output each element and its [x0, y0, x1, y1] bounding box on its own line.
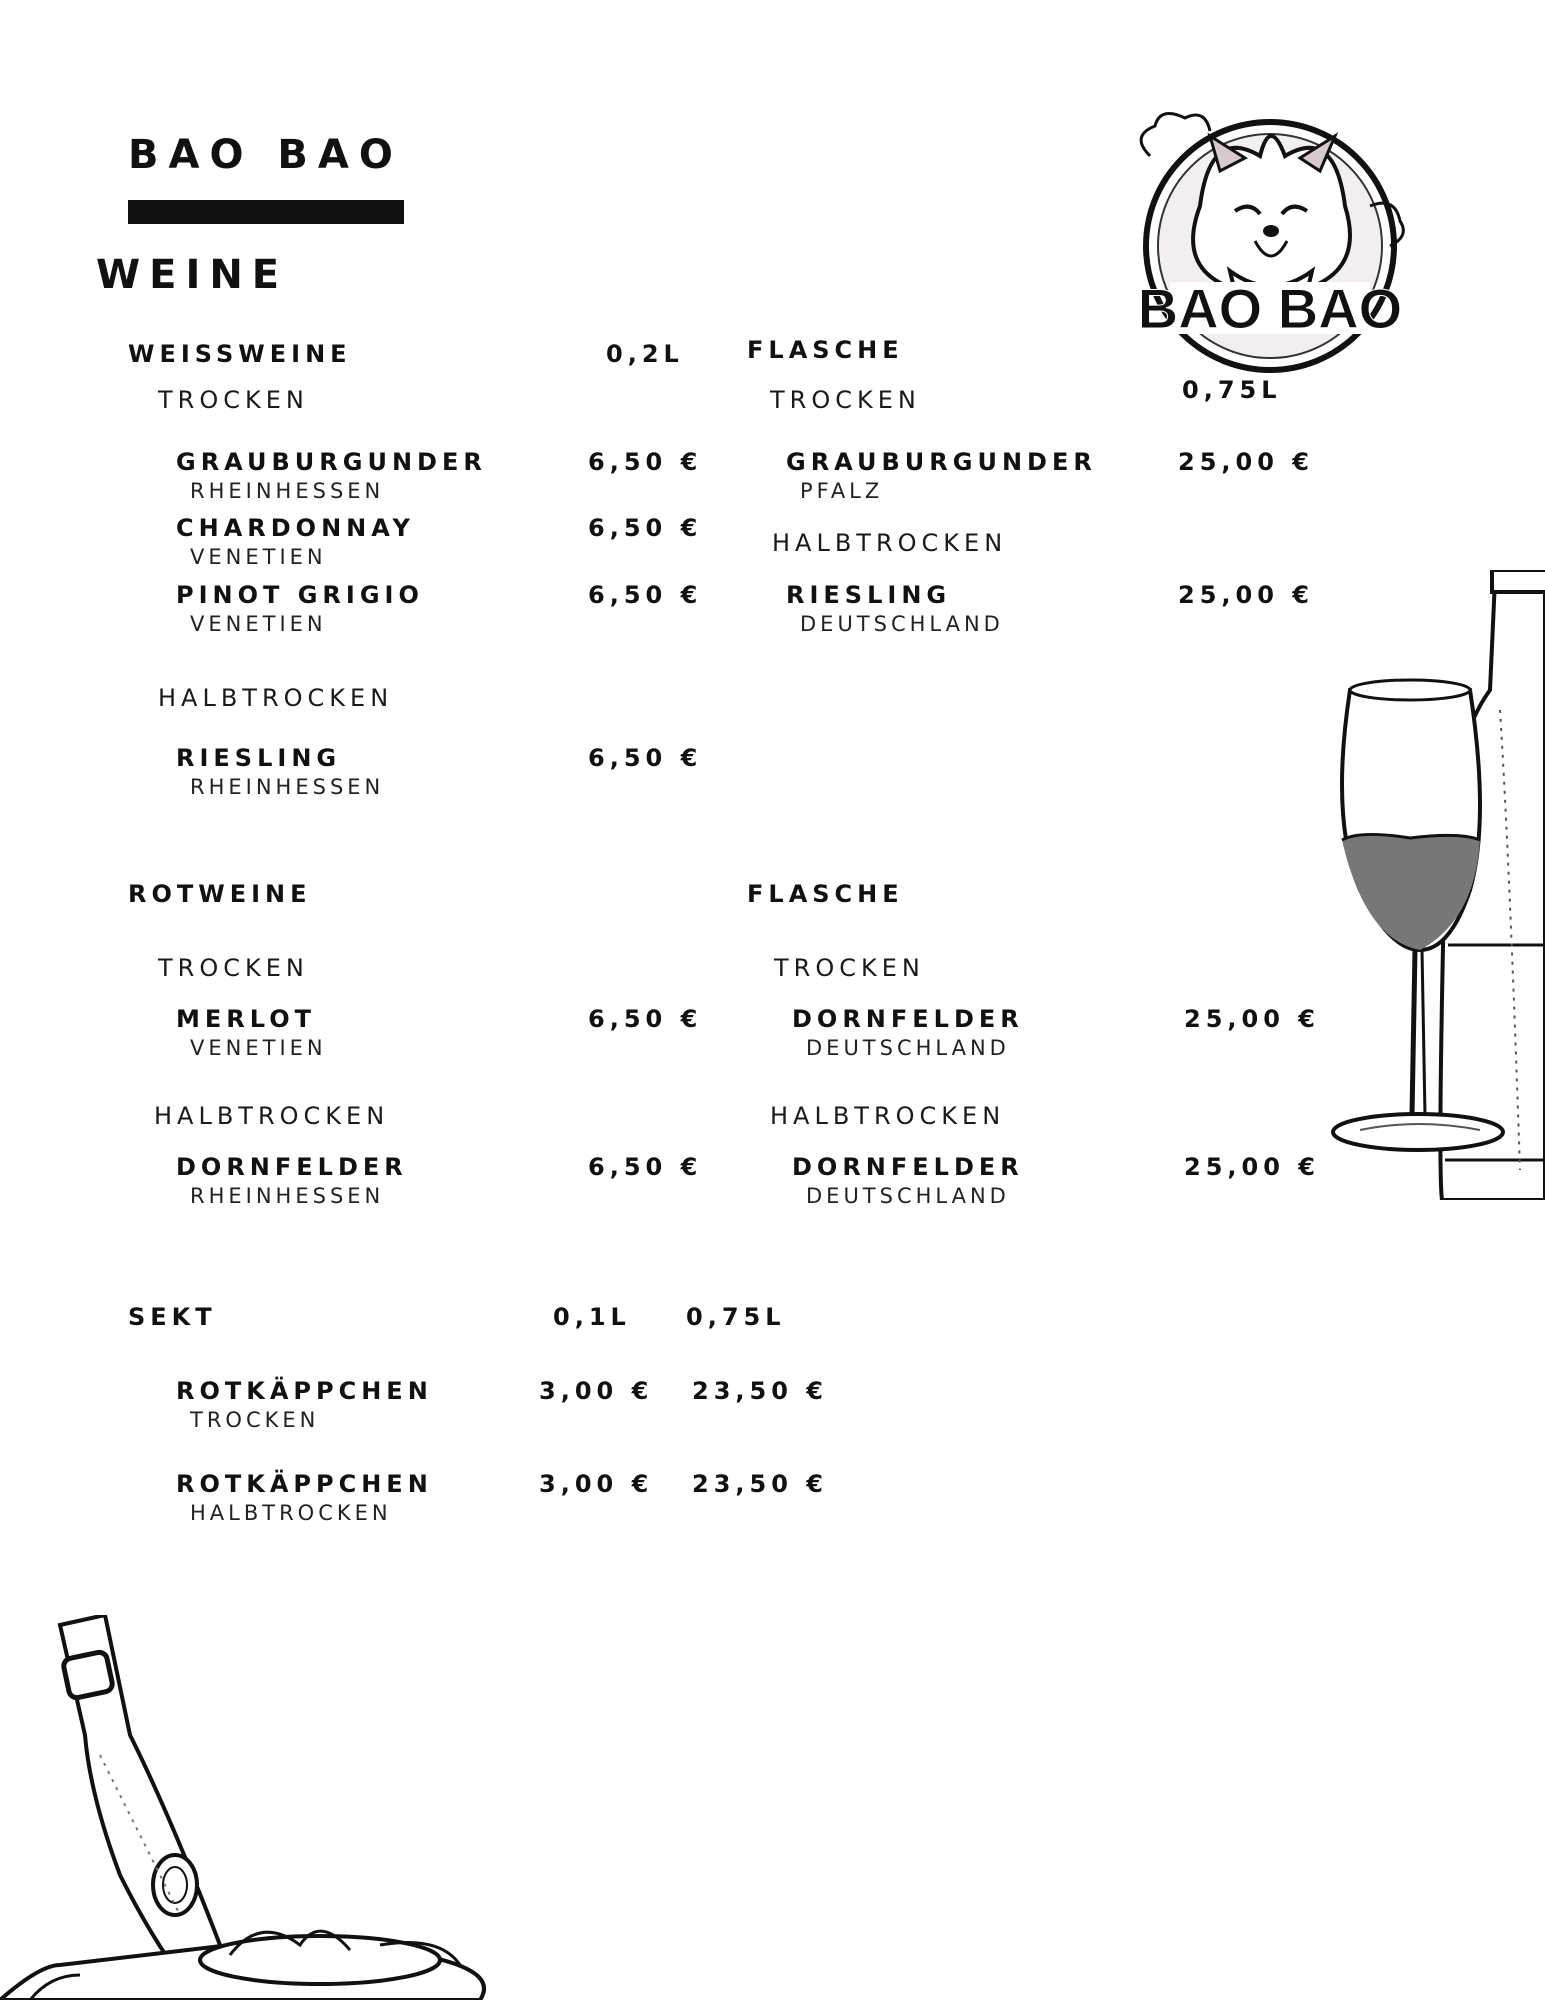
white-bottle-halbtrocken-label: HALBTROCKEN	[772, 529, 1008, 557]
red-bottle-halbtrocken-label: HALBTROCKEN	[770, 1102, 1006, 1130]
white-bottle-heading: FLASCHE	[747, 336, 904, 364]
wine-name: DORNFELDER	[792, 1005, 1024, 1033]
wine-region: RHEINHESSEN	[190, 775, 385, 799]
sekt-price-large: 23,50 €	[692, 1377, 828, 1405]
sekt-style: HALBTROCKEN	[190, 1501, 392, 1525]
brand-underline-bar	[128, 200, 404, 224]
wine-region: DEUTSCHLAND	[806, 1036, 1010, 1060]
brand-title: BAO BAO	[128, 132, 403, 178]
champagne-bucket-illustration	[0, 1615, 500, 2000]
wine-price: 25,00 €	[1178, 581, 1314, 609]
wine-region: VENETIEN	[190, 1036, 327, 1060]
wine-name: GRAUBURGUNDER	[176, 448, 487, 476]
wine-price: 25,00 €	[1178, 448, 1314, 476]
sekt-heading: SEKT	[128, 1303, 217, 1331]
wine-price: 6,50 €	[588, 744, 703, 772]
wine-name: GRAUBURGUNDER	[786, 448, 1097, 476]
wine-region: RHEINHESSEN	[190, 1184, 385, 1208]
red-bottle-heading: FLASCHE	[747, 880, 904, 908]
sekt-size-small: 0,1L	[553, 1303, 631, 1331]
red-halbtrocken-label: HALBTROCKEN	[154, 1102, 390, 1130]
wine-name: MERLOT	[176, 1005, 316, 1033]
wine-glass-and-bottle-illustration	[1320, 570, 1545, 1200]
sekt-style: TROCKEN	[190, 1408, 320, 1432]
wine-region: DEUTSCHLAND	[800, 612, 1004, 636]
sekt-price-large: 23,50 €	[692, 1470, 828, 1498]
red-wines-heading: ROTWEINE	[128, 880, 312, 908]
sekt-size-large: 0,75L	[686, 1303, 786, 1331]
wine-price: 6,50 €	[588, 448, 703, 476]
wine-name: RIESLING	[786, 581, 952, 609]
wine-price: 6,50 €	[588, 1005, 703, 1033]
wine-price: 25,00 €	[1184, 1153, 1320, 1181]
wine-name: CHARDONNAY	[176, 514, 415, 542]
white-trocken-label: TROCKEN	[158, 386, 309, 414]
wine-name: DORNFELDER	[792, 1153, 1024, 1181]
wine-name: RIESLING	[176, 744, 342, 772]
wine-price: 25,00 €	[1184, 1005, 1320, 1033]
page-title: WEINE	[96, 252, 289, 298]
wine-region: PFALZ	[800, 479, 884, 503]
wine-price: 6,50 €	[588, 1153, 703, 1181]
red-bottle-trocken-label: TROCKEN	[774, 954, 925, 982]
white-glass-size: 0,2L	[606, 340, 684, 368]
logo-text: BAO BAO	[1137, 277, 1403, 340]
sekt-price-small: 3,00 €	[539, 1470, 654, 1498]
red-trocken-label: TROCKEN	[158, 954, 309, 982]
white-bottle-size: 0,75L	[1182, 376, 1282, 404]
sekt-price-small: 3,00 €	[539, 1377, 654, 1405]
white-wines-heading: WEISSWEINE	[128, 340, 352, 368]
wine-region: VENETIEN	[190, 545, 327, 569]
sekt-name: ROTKÄPPCHEN	[176, 1470, 433, 1498]
wine-price: 6,50 €	[588, 514, 703, 542]
wine-region: DEUTSCHLAND	[806, 1184, 1010, 1208]
wine-name: DORNFELDER	[176, 1153, 408, 1181]
bao-bao-cat-logo	[1110, 96, 1430, 376]
wine-region: RHEINHESSEN	[190, 479, 385, 503]
white-halbtrocken-label: HALBTROCKEN	[158, 684, 394, 712]
wine-region: VENETIEN	[190, 612, 327, 636]
white-bottle-trocken-label: TROCKEN	[770, 386, 921, 414]
wine-price: 6,50 €	[588, 581, 703, 609]
wine-name: PINOT GRIGIO	[176, 581, 424, 609]
sekt-name: ROTKÄPPCHEN	[176, 1377, 433, 1405]
